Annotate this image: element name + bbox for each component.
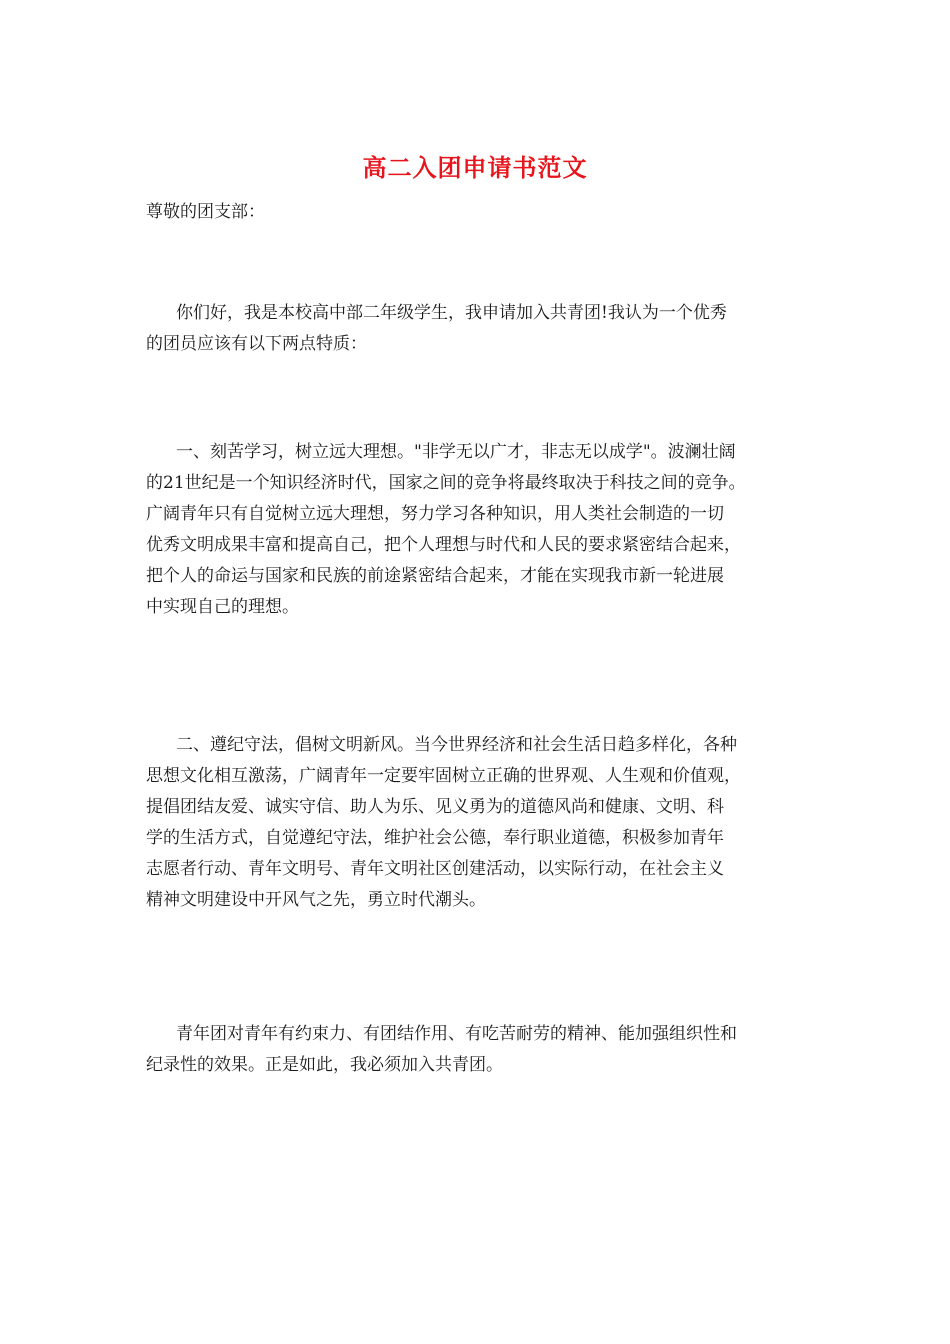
paragraph-line: 一、刻苦学习，树立远大理想。"非学无以广才，非志无以成学"。波澜壮阔 xyxy=(176,442,736,462)
paragraph-line: 广阔青年只有自觉树立远大理想，努力学习各种知识，用人类社会制造的一切 xyxy=(146,504,724,524)
paragraph-introduction xyxy=(146,298,816,360)
paragraph-line: 提倡团结友爱、诚实守信、助人为乐、见义勇为的道德风尚和健康、文明、科 xyxy=(146,797,724,817)
document-title: 高二入团申请书范文 xyxy=(362,153,588,182)
paragraph-line: 你们好，我是本校高中部二年级学生，我申请加入共青团!我认为一个优秀 xyxy=(176,303,727,323)
paragraph-line: 精神文明建设中开风气之先，勇立时代潮头。 xyxy=(146,890,486,910)
paragraph-line: 中实现自己的理想。 xyxy=(146,597,299,617)
paragraph-line: 思想文化相互激荡，广阔青年一定要牢固树立正确的世界观、人生观和价值观， xyxy=(146,766,741,786)
paragraph-point-two xyxy=(146,730,816,916)
paragraph-line: 的21世纪是一个知识经济时代，国家之间的竞争将最终取决于科技之间的竞争。 xyxy=(146,473,746,493)
paragraph-line: 学的生活方式，自觉遵纪守法，维护社会公德，奉行职业道德，积极参加青年 xyxy=(146,828,724,848)
paragraph-line: 优秀文明成果丰富和提高自己，把个人理想与时代和人民的要求紧密结合起来， xyxy=(146,535,741,555)
salutation: 尊敬的团支部： xyxy=(146,202,265,222)
paragraph-point-one xyxy=(146,437,816,623)
paragraph-line: 志愿者行动、青年文明号、青年文明社区创建活动，以实际行动，在社会主义 xyxy=(146,859,724,879)
paragraph-line: 纪录性的效果。正是如此，我必须加入共青团。 xyxy=(146,1055,503,1075)
paragraph-line: 的团员应该有以下两点特质： xyxy=(146,334,367,354)
paragraph-line: 二、遵纪守法，倡树文明新风。当今世界经济和社会生活日趋多样化，各种 xyxy=(176,735,737,755)
paragraph-line: 青年团对青年有约束力、有团结作用、有吃苦耐劳的精神、能加强组织性和 xyxy=(176,1024,737,1044)
paragraph-line: 把个人的命运与国家和民族的前途紧密结合起来，才能在实现我市新一轮进展 xyxy=(146,566,724,586)
paragraph-conclusion xyxy=(146,1019,816,1081)
